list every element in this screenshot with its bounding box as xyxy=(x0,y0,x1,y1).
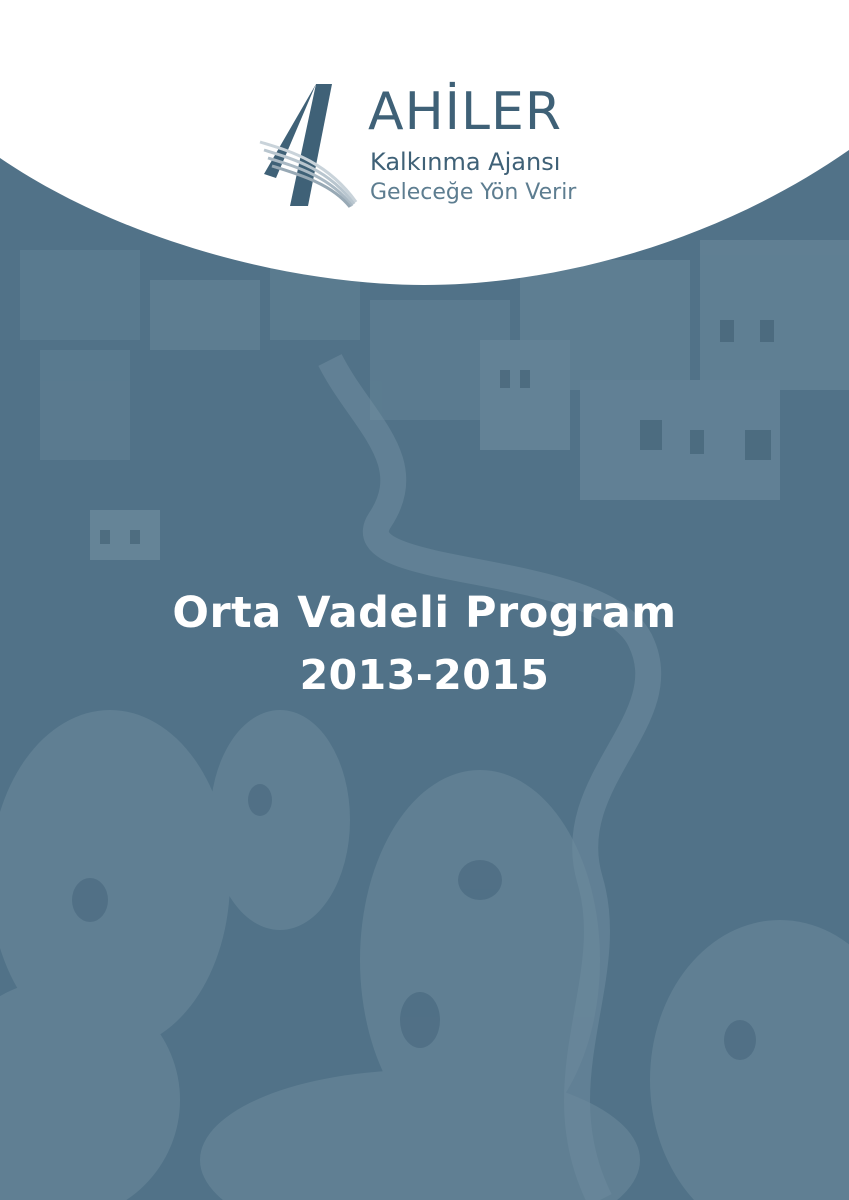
logo-slogan: Geleceğe Yön Verir xyxy=(370,180,577,205)
ahiler-a-logo-icon xyxy=(246,82,358,208)
cover-title-block xyxy=(0,582,849,706)
logo-subtitle: Kalkınma Ajansı xyxy=(370,148,561,176)
logo-name: AHİLER xyxy=(368,82,562,142)
cover-years: 2013-2015 xyxy=(299,651,550,699)
cover-title: Orta Vadeli Program xyxy=(172,588,677,638)
ahiler-logo xyxy=(246,82,616,212)
